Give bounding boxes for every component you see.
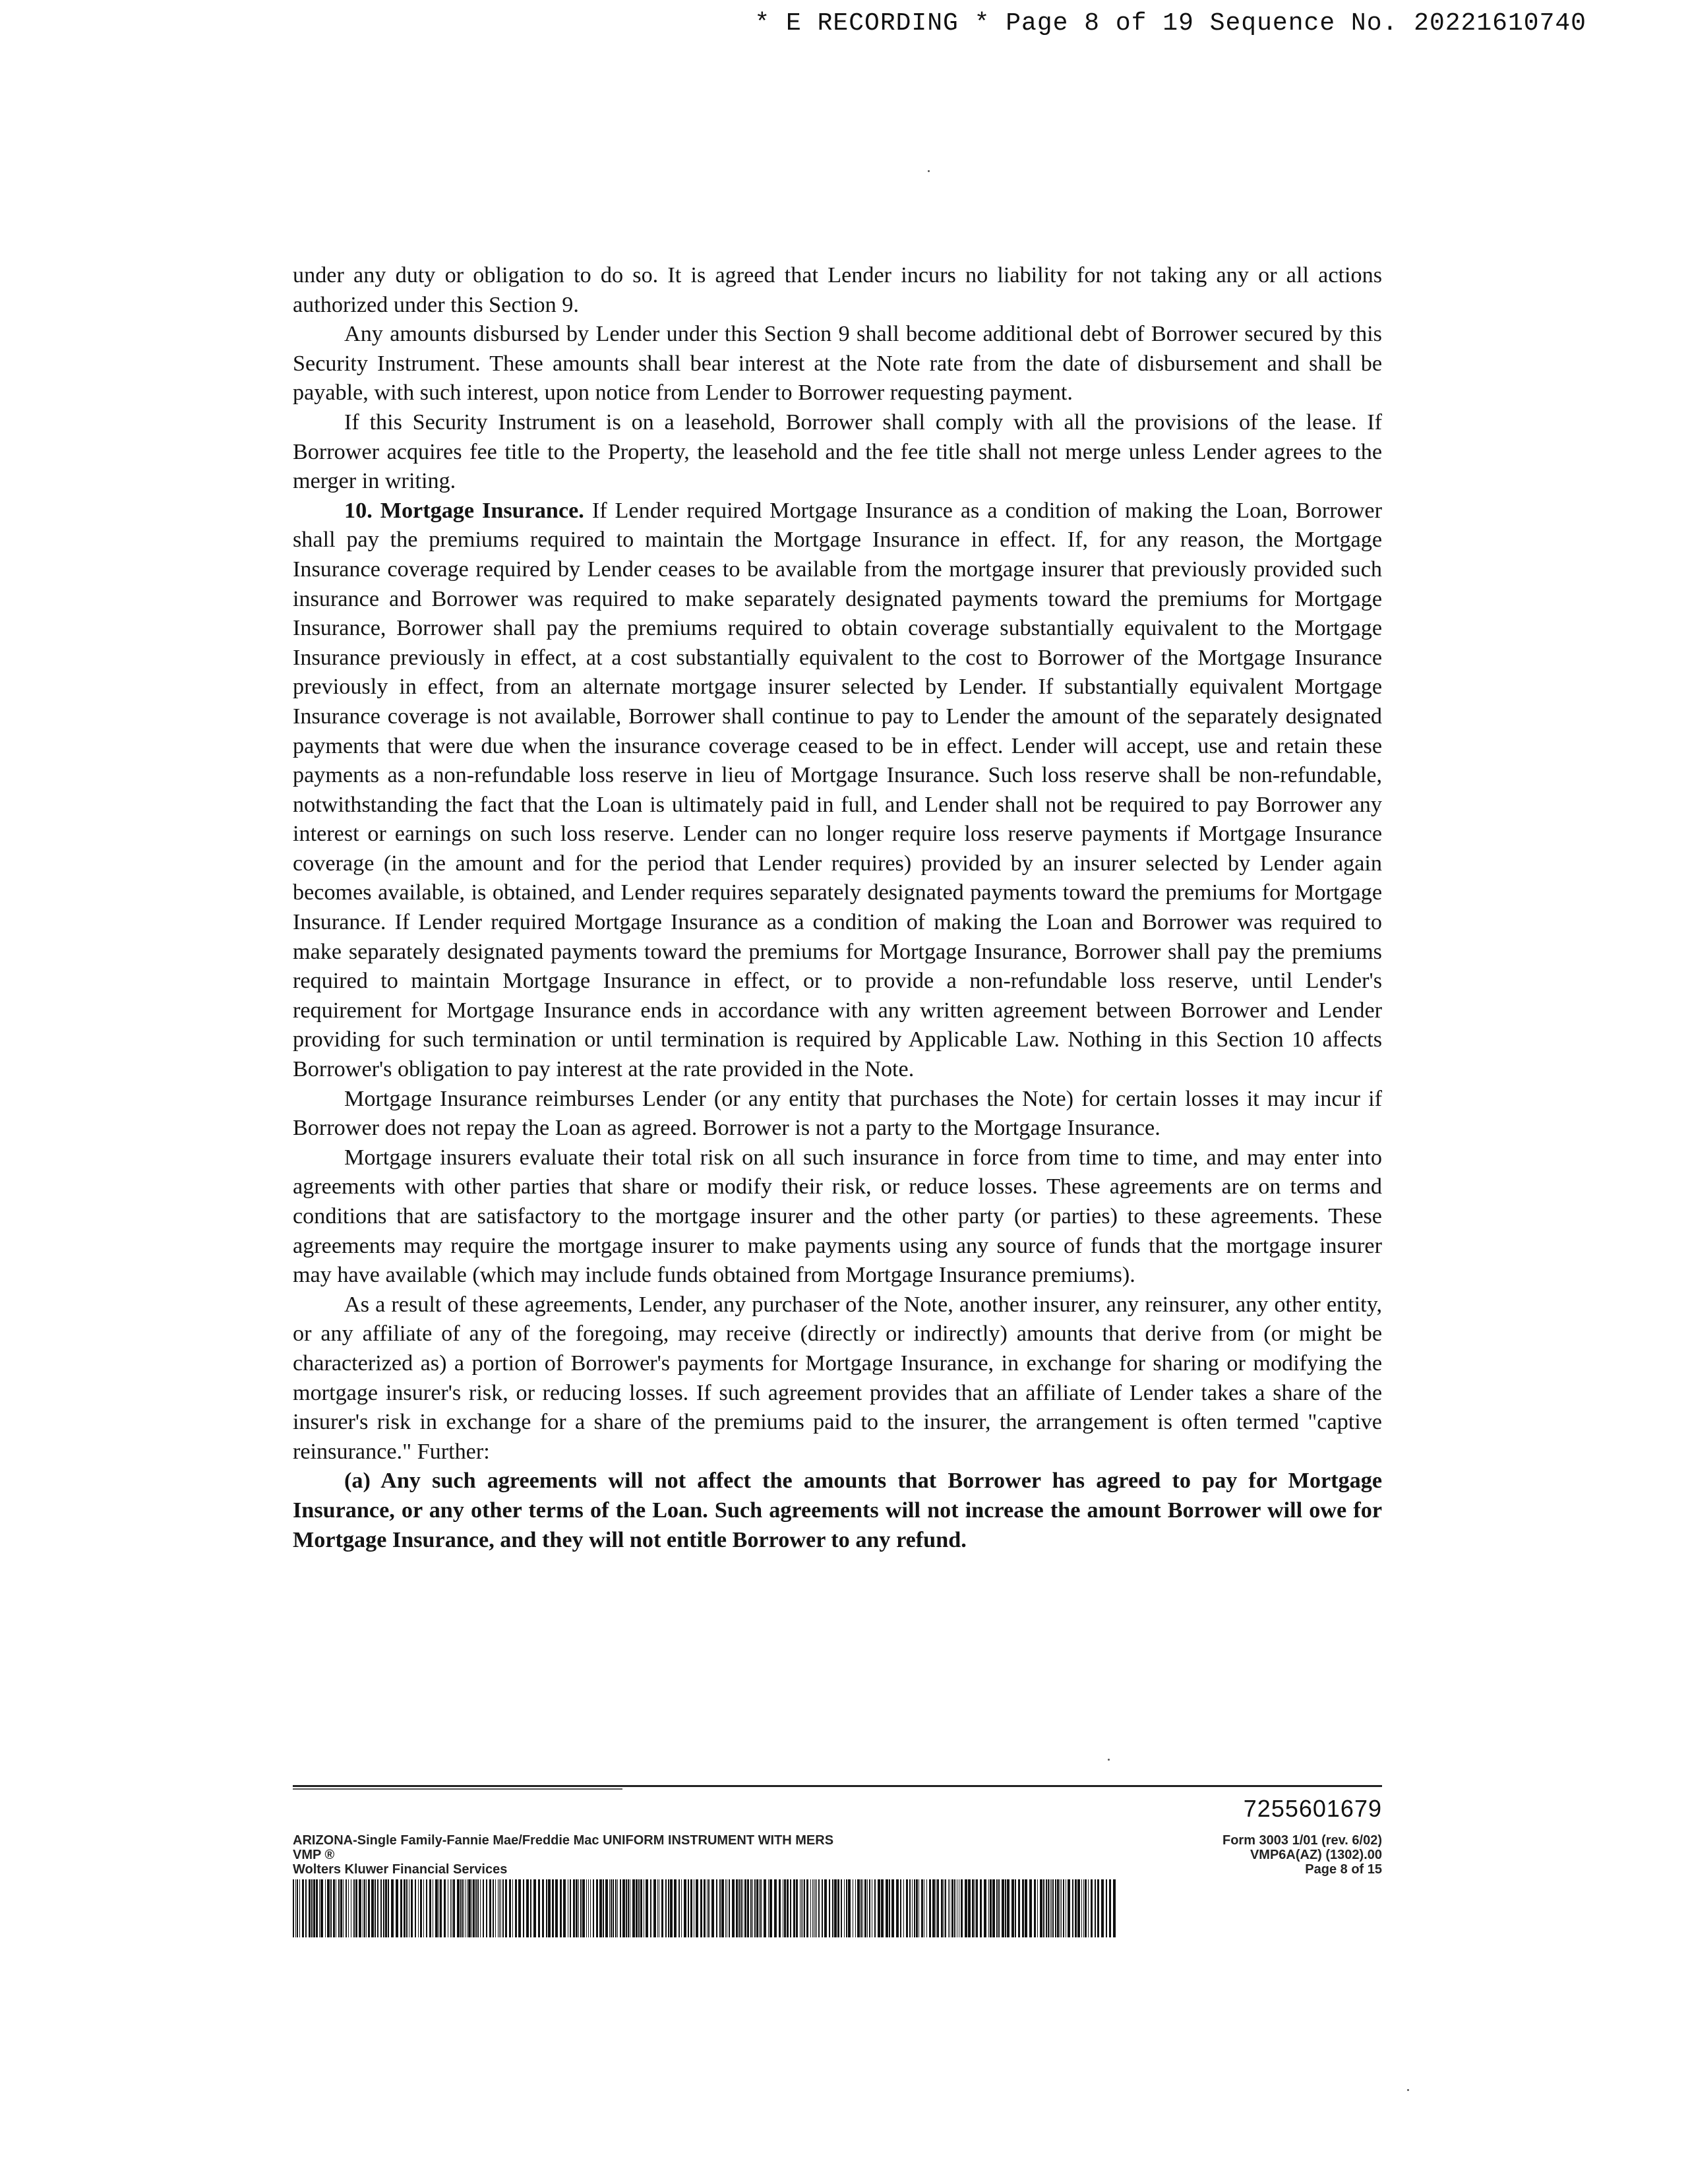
barcode-bar xyxy=(941,1879,943,1937)
barcode-bar xyxy=(756,1879,758,1937)
barcode-bar xyxy=(829,1879,830,1937)
barcode-bar xyxy=(297,1879,298,1937)
barcode-bar xyxy=(822,1879,823,1937)
barcode-bar xyxy=(1015,1879,1016,1937)
document-number: 7255601679 xyxy=(1243,1795,1382,1822)
barcode-bar xyxy=(996,1879,998,1937)
barcode-bar xyxy=(998,1879,1000,1937)
barcode-bar xyxy=(364,1879,365,1937)
barcode-bar xyxy=(523,1879,524,1937)
barcode-bar xyxy=(874,1879,876,1937)
barcode-bar xyxy=(704,1879,706,1937)
barcode-bar xyxy=(391,1879,394,1937)
barcode-bar xyxy=(473,1879,475,1937)
barcode-bar xyxy=(1075,1879,1077,1937)
barcode-bar xyxy=(505,1879,507,1937)
paragraph: under any duty or obligation to do so. It is agreed that Lender incurs no liability for not taking any or all actions authorized under this Section 9. xyxy=(293,263,1382,317)
barcode-bar xyxy=(636,1879,638,1937)
barcode-bar xyxy=(812,1879,813,1937)
barcode xyxy=(293,1879,1116,1937)
form-page-number: Page 8 of 15 xyxy=(1305,1862,1382,1877)
barcode-bar xyxy=(460,1879,462,1937)
barcode-bar xyxy=(824,1879,827,1937)
barcode-bar xyxy=(657,1879,658,1937)
barcode-bar xyxy=(790,1879,791,1937)
barcode-bar xyxy=(538,1879,540,1937)
barcode-bar xyxy=(599,1879,602,1937)
barcode-bar xyxy=(609,1879,610,1937)
paragraph: As a result of these agreements, Lender, any purchaser of the Note, another insurer, any reinsurer, any other entity, or any affiliate of any of the foregoing, may receive (directly or indirectly) amounts that derive from (or might be characterized as) a portion of Borrower's payments for Mortgage Insurance, in exchange for sharing or modifying the mortgage insurer's risk, or reducing losses. If such agreement provides that an affiliate of Lender takes a share of the insurer's risk in exchange for a share of the premiums paid to the insurer, the arrangement is often termed "captive reinsurance." Further: xyxy=(293,1292,1382,1464)
barcode-bar xyxy=(841,1879,842,1937)
barcode-bar xyxy=(980,1879,982,1937)
barcode-bar xyxy=(415,1879,416,1937)
barcode-bar xyxy=(846,1879,847,1937)
barcode-bar xyxy=(740,1879,742,1937)
barcode-bar xyxy=(355,1879,357,1937)
barcode-bar xyxy=(650,1879,651,1937)
barcode-bar xyxy=(420,1879,422,1937)
barcode-bar xyxy=(929,1879,931,1937)
footer-divider-secondary xyxy=(293,1788,622,1790)
barcode-bar xyxy=(400,1879,402,1937)
scan-speck xyxy=(1108,1759,1110,1761)
barcode-bar xyxy=(613,1879,614,1937)
barcode-bar xyxy=(968,1879,971,1937)
barcode-bar xyxy=(483,1879,484,1937)
barcode-bar xyxy=(353,1879,355,1937)
barcode-bar xyxy=(495,1879,496,1937)
barcode-bar xyxy=(1057,1879,1059,1937)
barcode-bar xyxy=(576,1879,578,1937)
barcode-bar xyxy=(1095,1879,1096,1937)
barcode-bar xyxy=(580,1879,582,1937)
barcode-bar xyxy=(796,1879,798,1937)
barcode-bar xyxy=(468,1879,471,1937)
barcode-bar xyxy=(881,1879,884,1937)
barcode-bar xyxy=(932,1879,935,1937)
vmp-mark: VMP ® xyxy=(293,1848,335,1862)
barcode-bar xyxy=(499,1879,500,1937)
barcode-bar xyxy=(769,1879,772,1937)
barcode-bar xyxy=(869,1879,870,1937)
barcode-bar xyxy=(992,1879,995,1937)
barcode-bar xyxy=(586,1879,587,1937)
barcode-bar xyxy=(518,1879,521,1937)
barcode-bar xyxy=(316,1879,318,1937)
barcode-bar xyxy=(857,1879,860,1937)
barcode-bar xyxy=(900,1879,901,1937)
barcode-bar xyxy=(690,1879,692,1937)
barcode-bar xyxy=(752,1879,753,1937)
barcode-bar xyxy=(906,1879,908,1937)
barcode-bar xyxy=(984,1879,986,1937)
barcode-bar xyxy=(299,1879,300,1937)
barcode-bar xyxy=(457,1879,460,1937)
barcode-bar xyxy=(359,1879,361,1937)
barcode-bar xyxy=(380,1879,382,1937)
barcode-bar xyxy=(1106,1879,1107,1937)
paragraph-section-10 xyxy=(293,497,1382,1085)
barcode-bar xyxy=(611,1879,612,1937)
barcode-bar xyxy=(305,1879,307,1937)
barcode-bar xyxy=(988,1879,989,1937)
barcode-bar xyxy=(1063,1879,1064,1937)
barcode-bar xyxy=(896,1879,899,1937)
barcode-bar xyxy=(961,1879,963,1937)
barcode-bar xyxy=(951,1879,953,1937)
barcode-bar xyxy=(834,1879,837,1937)
barcode-bar xyxy=(816,1879,817,1937)
barcode-bar xyxy=(1077,1879,1080,1937)
barcode-bar xyxy=(945,1879,946,1937)
barcode-bar xyxy=(1025,1879,1027,1937)
vmp-code: VMP6A(AZ) (1302).00 xyxy=(1250,1848,1382,1862)
barcode-bar xyxy=(486,1879,487,1937)
barcode-bar xyxy=(684,1879,686,1937)
barcode-bar xyxy=(1040,1879,1042,1937)
barcode-bar xyxy=(617,1879,618,1937)
scan-speck xyxy=(1407,2089,1409,2091)
barcode-bar xyxy=(889,1879,890,1937)
barcode-bar xyxy=(593,1879,594,1937)
barcode-bar xyxy=(708,1879,709,1937)
barcode-bar xyxy=(560,1879,562,1937)
barcode-bar xyxy=(674,1879,677,1937)
barcode-bar xyxy=(423,1879,424,1937)
barcode-bar xyxy=(462,1879,464,1937)
barcode-bar xyxy=(309,1879,311,1937)
paragraph: Any amounts disbursed by Lender under this Section 9 shall become additional debt of Borrower secured by this Security Instrument. These amounts shall bear interest at the Note rate from the date of disbursement and shall be payable, with such interest, upon notice from Lender to Borrower requesting payment. xyxy=(293,322,1382,406)
barcode-bar xyxy=(632,1879,635,1937)
barcode-bar xyxy=(590,1879,591,1937)
barcode-bar xyxy=(736,1879,738,1937)
barcode-bar xyxy=(719,1879,721,1937)
section-heading: 10. Mortgage Insurance. xyxy=(344,498,584,523)
barcode-bar xyxy=(688,1879,689,1937)
barcode-bar xyxy=(732,1879,735,1937)
barcode-bar xyxy=(937,1879,939,1937)
barcode-bar xyxy=(500,1879,501,1937)
scan-speck xyxy=(928,170,930,172)
barcode-bar xyxy=(319,1879,320,1937)
barcode-bar xyxy=(438,1879,439,1937)
barcode-bar xyxy=(396,1879,398,1937)
barcode-bar xyxy=(774,1879,777,1937)
footer-form-number xyxy=(1222,1833,1382,1877)
barcode-bar xyxy=(638,1879,640,1937)
barcode-bar xyxy=(1046,1879,1047,1937)
barcode-bar xyxy=(916,1879,918,1937)
barcode-bar xyxy=(406,1879,407,1937)
barcode-bar xyxy=(596,1879,598,1937)
barcode-bar xyxy=(330,1879,332,1937)
barcode-bar xyxy=(302,1879,304,1937)
paragraph: Mortgage insurers evaluate their total risk on all such insurance in force from time to time, and may enter into agreements with other parties that share or modify their risk, or reduce losses. These agreements are on terms and conditions that are satisfactory to the mortgage insurer and the other party (or parties) to these agreements. These agreements may require the mortgage insurer to make payments using any source of funds that the mortgage insurer may have available (which may include funds obtained from Mortgage Insurance premiums). xyxy=(293,1145,1382,1288)
form-title: ARIZONA-Single Family-Fannie Mae/Freddie Mac UNIFORM INSTRUMENT WITH MERS xyxy=(293,1833,834,1848)
barcode-bar xyxy=(573,1879,575,1937)
barcode-bar xyxy=(707,1879,708,1937)
barcode-bar xyxy=(844,1879,845,1937)
barcode-bar xyxy=(620,1879,621,1937)
barcode-bar xyxy=(760,1879,762,1937)
section-text: If Lender required Mortgage Insurance as a condition of making the Loan, Borrower shall pay the premiums required to maintain the Mortgage Insurance in effect. If, for any reason, the Mortgage Insurance coverage required by Lender ceases to be available from the mortgage insurer that previously provided such insurance and Borrower was required to make separately designated payments toward the premiums for Mortgage Insurance, Borrower shall pay the premiums required to obtain coverage substantially equivalent to the Mortgage Insurance previously in effect, at a cost substantially equivalent to the cost to Borrower of the Mortgage Insurance previously in effect, from an alternate mortgage insurer selected by Lender. If substantially equivalent Mortgage Insurance coverage is not available, Borrower shall continue to pay to Lender the amount of the separately designated payments that were due when the insurance coverage ceased to be in effect. Lender will accept, use and retain these payments as a non-refundable loss reserve in lieu of Mortgage Insurance. Such loss reserve shall be non-refundable, notwithstanding the fact that the Loan is ultimately paid in full, and Lender shall not be required to pay Borrower any interest or earnings on such loss reserve. Lender can no longer require loss reserve payments if Mortgage Insurance coverage (in the amount and for the period that Lender requires) provided by an insurer selected by Lender again becomes available, is obtained, and Lender requires separately designated payments toward the premiums for Mortgage Insurance. If Lender required Mortgage Insurance as a condition of making the Loan and Borrower was required to make separately designated payments toward the premiums for Mortgage Insurance, Borrower shall pay the premiums required to maintain Mortgage Insurance in effect, or to provide a non-refundable loss reserve, until Lender's requirement for Mortgage Insurance ends in accordance with any written agreement between Borrower and Lender providing for such termination or until termination is required by Applicable Law. Nothing in this Section 10 affects Borrower's obligation to pay interest at the rate provided in the Note. xyxy=(293,498,1382,1082)
barcode-bar xyxy=(640,1879,642,1937)
barcode-bar xyxy=(546,1879,547,1937)
publisher: Wolters Kluwer Financial Services xyxy=(293,1862,508,1877)
barcode-bar xyxy=(700,1879,702,1937)
barcode-bar xyxy=(801,1879,802,1937)
barcode-bar xyxy=(1109,1879,1111,1937)
barcode-bar xyxy=(570,1879,571,1937)
barcode-bar xyxy=(526,1879,529,1937)
barcode-bar xyxy=(921,1879,923,1937)
barcode-bar xyxy=(646,1879,648,1937)
barcode-bar xyxy=(948,1879,949,1937)
paragraph-bold: (a) Any such agreements will not affect the amounts that Borrower has agreed to pay for Mortgage Insurance, or any other terms of the Loan. Such agreements will not increase the amount Borrower will owe for Mortgage Insurance, and they will not entitle Borrower to any refund. xyxy=(293,1469,1382,1552)
barcode-bar xyxy=(864,1879,866,1937)
barcode-bar xyxy=(665,1879,667,1937)
barcode-bar xyxy=(411,1879,413,1937)
form-number: Form 3003 1/01 (rev. 6/02) xyxy=(1222,1833,1382,1848)
barcode-bar xyxy=(313,1879,315,1937)
barcode-bar xyxy=(1002,1879,1004,1937)
barcode-bar xyxy=(855,1879,856,1937)
barcode-bar xyxy=(548,1879,551,1937)
barcode-bar xyxy=(754,1879,756,1937)
barcode-bar xyxy=(435,1879,438,1937)
barcode-bar xyxy=(1034,1879,1036,1937)
barcode-bar xyxy=(1007,1879,1010,1937)
barcode-bar xyxy=(1052,1879,1054,1937)
barcode-bar xyxy=(670,1879,673,1937)
barcode-bar xyxy=(1113,1879,1116,1937)
barcode-bar xyxy=(371,1879,374,1937)
barcode-bar xyxy=(681,1879,682,1937)
barcode-bar xyxy=(744,1879,746,1937)
barcode-bar xyxy=(552,1879,554,1937)
barcode-bar xyxy=(404,1879,406,1937)
barcode-bar xyxy=(716,1879,717,1937)
barcode-bar xyxy=(563,1879,566,1937)
barcode-bar xyxy=(530,1879,531,1937)
barcode-bar xyxy=(729,1879,730,1937)
barcode-bar xyxy=(1061,1879,1062,1937)
barcode-bar xyxy=(348,1879,349,1937)
barcode-bar xyxy=(738,1879,740,1937)
barcode-bar xyxy=(661,1879,663,1937)
barcode-bar xyxy=(418,1879,419,1937)
barcode-bar xyxy=(802,1879,803,1937)
barcode-bar xyxy=(972,1879,974,1937)
barcode-bar xyxy=(721,1879,724,1937)
barcode-bar xyxy=(346,1879,347,1937)
barcode-bar xyxy=(867,1879,868,1937)
barcode-bar xyxy=(1043,1879,1044,1937)
barcode-bar xyxy=(742,1879,743,1937)
barcode-bar xyxy=(325,1879,326,1937)
barcode-bar xyxy=(1088,1879,1089,1937)
barcode-bar xyxy=(1055,1879,1056,1937)
barcode-bar xyxy=(333,1879,335,1937)
barcode-bar xyxy=(793,1879,795,1937)
barcode-bar xyxy=(787,1879,789,1937)
barcode-bar xyxy=(615,1879,617,1937)
barcode-bar xyxy=(327,1879,330,1937)
barcode-bar xyxy=(912,1879,913,1937)
barcode-bar xyxy=(512,1879,513,1937)
barcode-bar xyxy=(860,1879,862,1937)
barcode-bar xyxy=(388,1879,389,1937)
barcode-bar xyxy=(1048,1879,1049,1937)
barcode-bar xyxy=(891,1879,894,1937)
barcode-bar xyxy=(1051,1879,1052,1937)
barcode-bar xyxy=(804,1879,805,1937)
barcode-bar xyxy=(311,1879,313,1937)
barcode-bar xyxy=(653,1879,656,1937)
barcode-bar xyxy=(489,1879,491,1937)
barcode-bar xyxy=(426,1879,427,1937)
barcode-bar xyxy=(475,1879,477,1937)
barcode-bar xyxy=(779,1879,781,1937)
barcode-bar xyxy=(818,1879,820,1937)
barcode-bar xyxy=(465,1879,466,1937)
barcode-bar xyxy=(626,1879,627,1937)
barcode-bar xyxy=(477,1879,479,1937)
barcode-bar xyxy=(368,1879,370,1937)
barcode-bar xyxy=(862,1879,863,1937)
barcode-bar xyxy=(784,1879,786,1937)
barcode-bar xyxy=(515,1879,517,1937)
barcode-bar xyxy=(914,1879,915,1937)
barcode-bar xyxy=(976,1879,978,1937)
recording-header: * E RECORDING * Page 8 of 19 Sequence No. 20221610740 xyxy=(754,9,1586,38)
barcode-bar xyxy=(909,1879,911,1937)
barcode-bar xyxy=(903,1879,904,1937)
paragraph: If this Security Instrument is on a leasehold, Borrower shall comply with all the provisions of the lease. If Borrower acquires fee title to the Property, the leasehold and the fee title shall not merge unless Lender agrees to the merger in writing. xyxy=(293,410,1382,494)
barcode-bar xyxy=(954,1879,955,1937)
barcode-bar xyxy=(603,1879,604,1937)
barcode-bar xyxy=(493,1879,494,1937)
barcode-bar xyxy=(542,1879,544,1937)
barcode-bar xyxy=(990,1879,992,1937)
barcode-bar xyxy=(578,1879,579,1937)
barcode-bar xyxy=(588,1879,589,1937)
barcode-bar xyxy=(815,1879,816,1937)
barcode-bar xyxy=(444,1879,446,1937)
barcode-bar xyxy=(533,1879,536,1937)
barcode-bar xyxy=(628,1879,629,1937)
barcode-bar xyxy=(886,1879,888,1937)
barcode-bar xyxy=(375,1879,376,1937)
barcode-bar xyxy=(343,1879,344,1937)
barcode-bar xyxy=(1005,1879,1006,1937)
barcode-bar xyxy=(1037,1879,1038,1937)
barcode-bar xyxy=(1068,1879,1070,1937)
barcode-bar xyxy=(440,1879,442,1937)
barcode-bar xyxy=(725,1879,726,1937)
barcode-bar xyxy=(383,1879,384,1937)
barcode-bar xyxy=(668,1879,669,1937)
barcode-bar xyxy=(750,1879,752,1937)
barcode-bar xyxy=(711,1879,714,1937)
barcode-bar xyxy=(810,1879,811,1937)
barcode-bar xyxy=(1085,1879,1087,1937)
barcode-bar xyxy=(622,1879,625,1937)
barcode-bar xyxy=(450,1879,451,1937)
barcode-bar xyxy=(878,1879,880,1937)
barcode-bar xyxy=(764,1879,766,1937)
barcode-bar xyxy=(768,1879,769,1937)
footer-form-info xyxy=(293,1833,833,1877)
barcode-bar xyxy=(453,1879,455,1937)
barcode-bar xyxy=(1011,1879,1014,1937)
barcode-bar xyxy=(965,1879,967,1937)
barcode-bar xyxy=(1083,1879,1084,1937)
barcode-bar xyxy=(366,1879,367,1937)
barcode-bar xyxy=(848,1879,851,1937)
barcode-bar xyxy=(1072,1879,1073,1937)
barcode-bar xyxy=(605,1879,608,1937)
barcode-bar xyxy=(555,1879,558,1937)
barcode-bar xyxy=(471,1879,472,1937)
barcode-bar xyxy=(832,1879,833,1937)
paragraph: Mortgage Insurance reimburses Lender (or any entity that purchases the Note) for certain losses it may incur if Borrower does not repay the Loan as agreed. Borrower is not a party to the Mortgage Insurance. xyxy=(293,1086,1382,1141)
barcode-bar xyxy=(678,1879,680,1937)
barcode-bar xyxy=(1091,1879,1093,1937)
document-body xyxy=(293,261,1382,1555)
barcode-bar xyxy=(1022,1879,1024,1937)
barcode-bar xyxy=(759,1879,760,1937)
barcode-bar xyxy=(1018,1879,1020,1937)
barcode-bar xyxy=(385,1879,387,1937)
barcode-bar xyxy=(502,1879,504,1937)
barcode-bar xyxy=(926,1879,927,1937)
barcode-bar xyxy=(747,1879,749,1937)
barcode-bar xyxy=(696,1879,698,1937)
barcode-bar xyxy=(340,1879,342,1937)
barcode-bar xyxy=(1097,1879,1099,1937)
barcode-bar xyxy=(429,1879,431,1937)
barcode-bar xyxy=(293,1879,294,1937)
barcode-bar xyxy=(480,1879,481,1937)
barcode-bar xyxy=(1029,1879,1032,1937)
barcode-bar xyxy=(806,1879,808,1937)
barcode-bar xyxy=(320,1879,323,1937)
barcode-bar xyxy=(582,1879,585,1937)
barcode-bar xyxy=(837,1879,839,1937)
barcode-bar xyxy=(377,1879,378,1937)
barcode-bar xyxy=(295,1879,296,1937)
barcode-bar xyxy=(1081,1879,1082,1937)
footer-divider xyxy=(293,1785,1382,1787)
barcode-bar xyxy=(509,1879,511,1937)
barcode-bar xyxy=(338,1879,340,1937)
barcode-bar xyxy=(1101,1879,1104,1937)
